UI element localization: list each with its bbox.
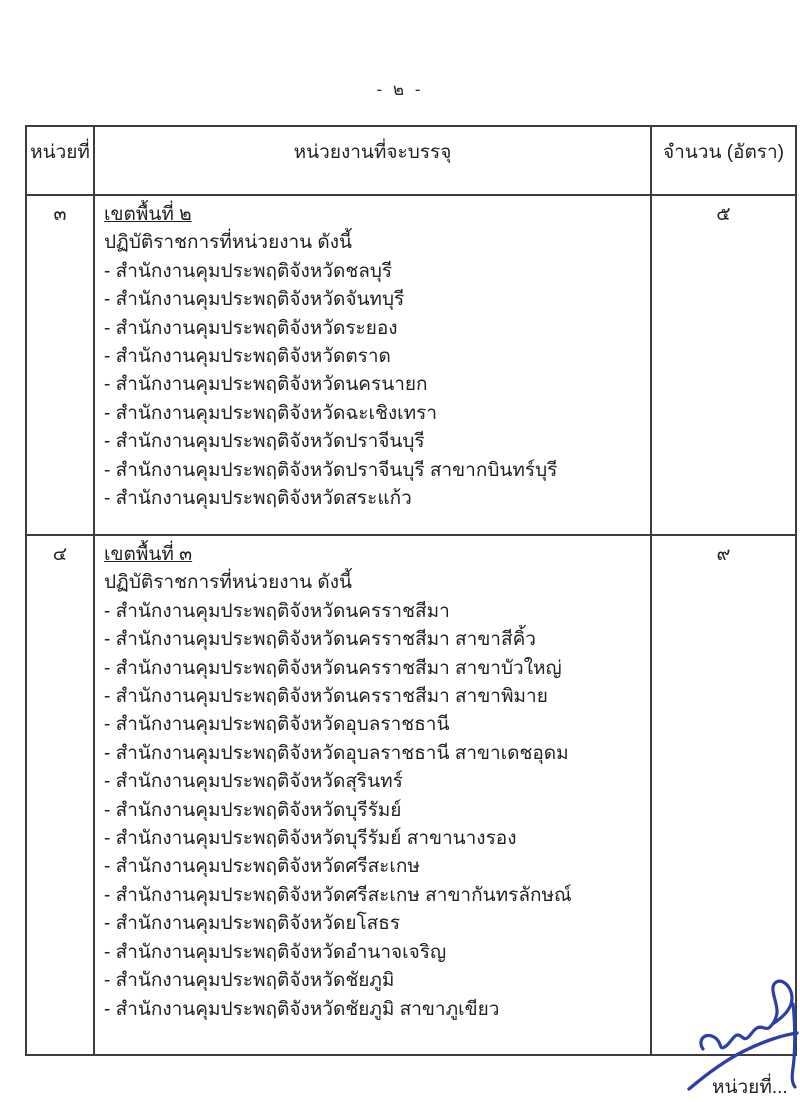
office-item: - สำนักงานคุมประพฤติจังหวัดศรีสะเกษ สาขากันทรลักษณ์ xyxy=(104,884,572,906)
office-item: - สำนักงานคุมประพฤติจังหวัดสระแก้ว xyxy=(104,488,412,510)
zone-title: เขตพื้นที่ ๓ xyxy=(104,544,193,565)
header-unit: หน่วยที่ xyxy=(26,126,94,195)
zone-title: เขตพื้นที่ ๒ xyxy=(104,204,192,225)
office-item: - สำนักงานคุมประพฤติจังหวัดนครราชสีมา สาขาบัวใหญ่ xyxy=(104,657,562,679)
zone-subtitle: ปฏิบัติราชการที่หน่วยงาน ดังนี้ xyxy=(104,572,353,594)
placement-table xyxy=(25,125,797,1056)
office-item: - สำนักงานคุมประพฤติจังหวัดชลบุรี xyxy=(104,260,393,282)
zone-subtitle: ปฏิบัติราชการที่หน่วยงาน ดังนี้ xyxy=(104,232,353,254)
unit-number-cell: ๔ xyxy=(26,535,94,1055)
office-item: - สำนักงานคุมประพฤติจังหวัดนครราชสีมา สาขาสีคิ้ว xyxy=(104,629,536,651)
office-item: - สำนักงานคุมประพฤติจังหวัดปราจีนบุรี xyxy=(104,431,425,453)
office-item: - สำนักงานคุมประพฤติจังหวัดจันทบุรี xyxy=(104,289,405,311)
office-item: - สำนักงานคุมประพฤติจังหวัดนครราชสีมา สาขาพิมาย xyxy=(104,686,548,708)
unit-number-cell: ๓ xyxy=(26,195,94,535)
office-item: - สำนักงานคุมประพฤติจังหวัดชัยภูมิ xyxy=(104,970,395,992)
office-item: - สำนักงานคุมประพฤติจังหวัดศรีสะเกษ xyxy=(104,856,420,878)
office-item: - สำนักงานคุมประพฤติจังหวัดชัยภูมิ สาขาภูเขียว xyxy=(104,998,500,1020)
office-item: - สำนักงานคุมประพฤติจังหวัดอำนาจเจริญ xyxy=(104,941,447,963)
office-item: - สำนักงานคุมประพฤติจังหวัดปราจีนบุรี สาขากบินทร์บุรี xyxy=(104,459,558,481)
count-cell: ๙ xyxy=(651,535,796,1055)
count-cell: ๕ xyxy=(651,195,796,535)
office-item: - สำนักงานคุมประพฤติจังหวัดอุบลราชธานี xyxy=(104,714,450,736)
header-count: จำนวน (อัตรา) xyxy=(651,126,796,195)
office-item: - สำนักงานคุมประพฤติจังหวัดตราด xyxy=(104,346,391,368)
agency-cell xyxy=(94,195,651,535)
office-item: - สำนักงานคุมประพฤติจังหวัดยโสธร xyxy=(104,913,401,935)
table-body xyxy=(26,195,796,1055)
office-item: - สำนักงานคุมประพฤติจังหวัดนครราชสีมา xyxy=(104,600,450,622)
office-item: - สำนักงานคุมประพฤติจังหวัดอุบลราชธานี สาขาเดชอุดม xyxy=(104,742,569,764)
office-item: - สำนักงานคุมประพฤติจังหวัดสุรินทร์ xyxy=(104,771,403,793)
page-number: - ๒ - xyxy=(376,80,424,99)
agency-cell xyxy=(94,535,651,1055)
header-agency: หน่วยงานที่จะบรรจุ xyxy=(94,126,651,195)
table-row xyxy=(26,195,796,535)
table-header-row xyxy=(26,126,796,195)
office-item: - สำนักงานคุมประพฤติจังหวัดบุรีรัมย์ xyxy=(104,799,402,821)
office-item: - สำนักงานคุมประพฤติจังหวัดระยอง xyxy=(104,317,398,339)
office-item: - สำนักงานคุมประพฤติจังหวัดบุรีรัมย์ สาขานางรอง xyxy=(104,828,517,850)
office-item: - สำนักงานคุมประพฤติจังหวัดนครนายก xyxy=(104,374,428,396)
office-item: - สำนักงานคุมประพฤติจังหวัดฉะเชิงเทรา xyxy=(104,402,438,424)
footer-note: หน่วยที่... xyxy=(712,1077,788,1098)
